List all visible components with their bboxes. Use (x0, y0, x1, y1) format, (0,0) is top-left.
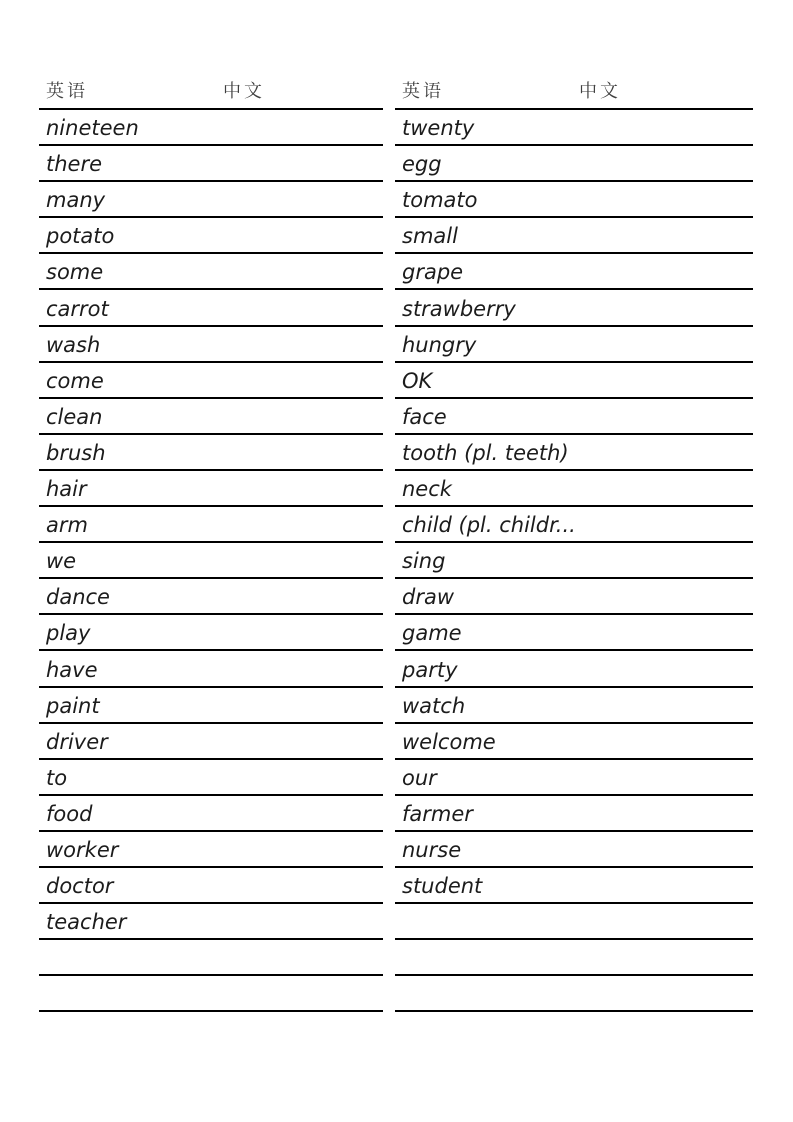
empty-row (395, 940, 753, 976)
english-word: we (46, 549, 77, 574)
vocab-row (395, 218, 753, 254)
english-word: student (402, 874, 483, 899)
vocab-row (395, 543, 753, 579)
english-word: tooth (pl. teeth) (402, 440, 569, 465)
english-word: worker (46, 837, 119, 862)
english-word: wash (46, 332, 101, 357)
english-word: our (402, 765, 437, 790)
vocab-row (39, 110, 383, 146)
english-word: egg (402, 152, 442, 177)
english-word: nineteen (46, 116, 139, 141)
english-word: neck (402, 477, 452, 502)
vocab-row (39, 868, 383, 904)
empty-row (39, 940, 383, 976)
vocab-row (39, 254, 383, 290)
vocab-row (39, 146, 383, 182)
english-word: potato (46, 224, 115, 249)
english-word: watch (402, 693, 466, 718)
vocab-row (395, 254, 753, 290)
vocab-row (395, 399, 753, 435)
vocab-row (395, 471, 753, 507)
empty-row (395, 976, 753, 1012)
english-word: to (46, 765, 68, 790)
vocab-row (395, 796, 753, 832)
vocab-row (395, 688, 753, 724)
empty-row (39, 976, 383, 1012)
english-word: carrot (46, 296, 109, 321)
english-word: have (46, 657, 98, 682)
header-chinese-label: 中文 (579, 81, 621, 102)
english-word: dance (46, 585, 110, 610)
vocab-row (395, 507, 753, 543)
vocab-row (39, 435, 383, 471)
english-word: there (46, 152, 103, 177)
vocab-column-left (39, 0, 383, 1012)
english-word: teacher (46, 910, 127, 935)
english-word: tomato (402, 188, 478, 213)
english-word: driver (46, 729, 108, 754)
english-word: farmer (402, 801, 473, 826)
vocab-row (39, 579, 383, 615)
vocab-row (39, 507, 383, 543)
vocab-rows-right (395, 110, 753, 1012)
english-word: child (pl. childr... (402, 513, 576, 538)
empty-row (395, 904, 753, 940)
english-word: come (46, 368, 104, 393)
vocab-row (39, 760, 383, 796)
vocab-row (395, 110, 753, 146)
vocab-row (39, 904, 383, 940)
vocab-row (395, 615, 753, 651)
vocab-row (39, 327, 383, 363)
vocab-row (395, 363, 753, 399)
header-chinese-label: 中文 (223, 81, 265, 102)
vocab-row (39, 688, 383, 724)
vocab-row (39, 363, 383, 399)
vocab-row (39, 290, 383, 326)
vocab-row (395, 724, 753, 760)
vocab-row (39, 651, 383, 687)
worksheet-columns (39, 0, 753, 1012)
vocab-row (395, 435, 753, 471)
vocab-row (395, 651, 753, 687)
english-word: sing (402, 549, 446, 574)
vocab-row (395, 290, 753, 326)
vocab-row (39, 796, 383, 832)
english-word: welcome (402, 729, 496, 754)
column-header-left (39, 0, 383, 110)
english-word: clean (46, 404, 103, 429)
vocab-row (395, 146, 753, 182)
english-word: hungry (402, 332, 477, 357)
vocab-row (39, 832, 383, 868)
vocab-row (395, 868, 753, 904)
vocab-row (39, 182, 383, 218)
english-word: small (402, 224, 458, 249)
english-word: some (46, 260, 104, 285)
vocab-row (395, 579, 753, 615)
vocab-row (395, 327, 753, 363)
english-word: play (46, 621, 91, 646)
vocab-row (395, 760, 753, 796)
vocab-row (39, 615, 383, 651)
header-english-label: 英语 (402, 81, 444, 102)
vocab-row (39, 218, 383, 254)
english-word: party (402, 657, 458, 682)
english-word: strawberry (402, 296, 516, 321)
vocab-rows-left (39, 110, 383, 1012)
english-word: food (46, 801, 93, 826)
english-word: doctor (46, 874, 114, 899)
vocab-row (395, 832, 753, 868)
vocab-row (39, 471, 383, 507)
english-word: nurse (402, 837, 462, 862)
column-header-right (395, 0, 753, 110)
english-word: game (402, 621, 462, 646)
english-word: OK (402, 368, 433, 393)
vocab-row (39, 724, 383, 760)
english-word: twenty (402, 116, 475, 141)
english-word: many (46, 188, 106, 213)
vocab-column-right (395, 0, 753, 1012)
english-word: grape (402, 260, 464, 285)
english-word: face (402, 404, 447, 429)
vocab-row (39, 543, 383, 579)
header-english-label: 英语 (46, 81, 88, 102)
english-word: hair (46, 477, 87, 502)
english-word: paint (46, 693, 100, 718)
vocab-row (395, 182, 753, 218)
vocab-row (39, 399, 383, 435)
english-word: arm (46, 513, 88, 538)
english-word: draw (402, 585, 455, 610)
english-word: brush (46, 440, 106, 465)
